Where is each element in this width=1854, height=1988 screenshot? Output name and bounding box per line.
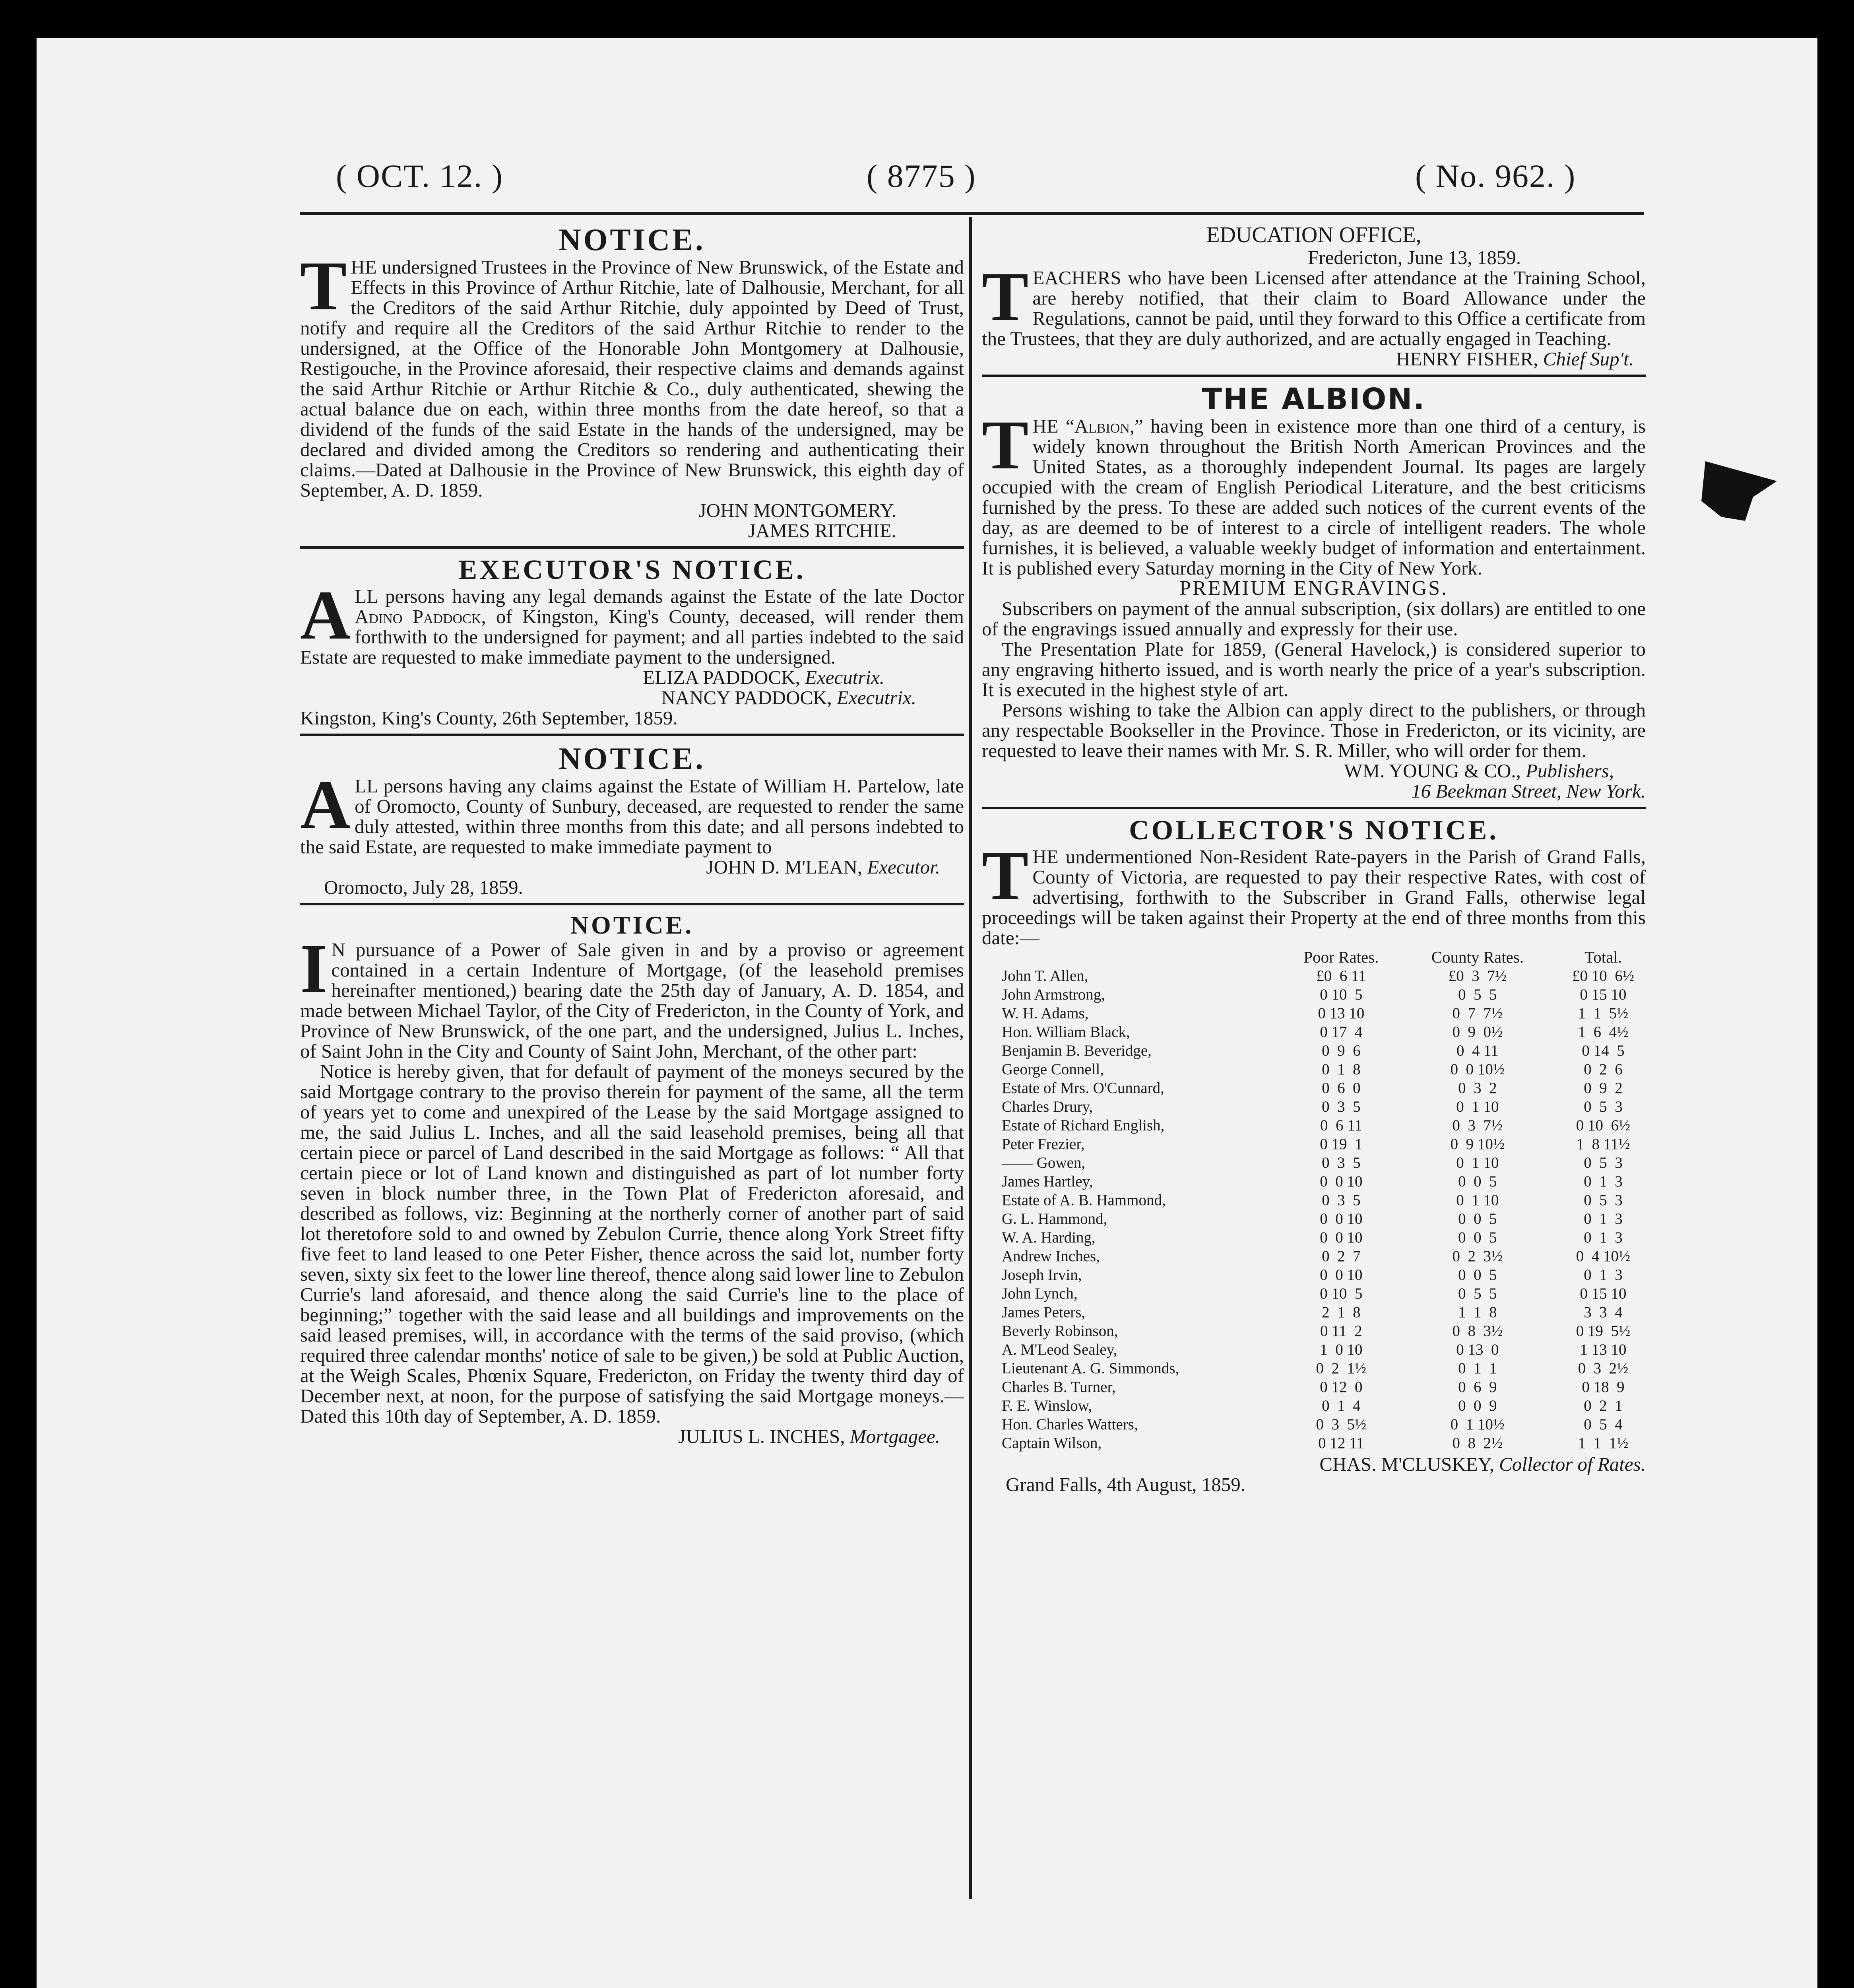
poor-rate: 0 1 8 [1322, 1061, 1361, 1078]
ratepayer-name: G. L. Hammond, [1002, 1210, 1107, 1227]
left-column [300, 223, 964, 1446]
mortgagee-role: Mortgagee. [849, 1425, 940, 1447]
mortgagee-name: JULIUS L. INCHES, [678, 1425, 845, 1447]
header-page-number: ( 8775 ) [867, 158, 976, 194]
mortgage-notice-para-1: N pursuance of a Power of Sale given in and by a proviso or agreement contained in a certain Indenture of Mortgage, (of the leasehold premises hereinafter mentioned,) bearing date the 25th day of January, A. D. 1854, and made between Michael Taylor, of the City of Fredericton, in the County of York, and Province of New Brunswick, of the one part, and the undersigned, Julius L. Inches, of Saint John in the City and County of Saint John, Merchant, of the other part: [300, 939, 964, 1062]
county-rate: 0 0 5 [1458, 1210, 1497, 1227]
rates-table-row [1002, 1172, 1654, 1191]
total-rate: 0 1 3 [1584, 1173, 1623, 1190]
poor-rate: 0 19 1 [1320, 1136, 1363, 1153]
county-rate: 0 2 3½ [1452, 1248, 1503, 1265]
section-rule [300, 903, 964, 905]
total-rate: 0 15 10 [1580, 1285, 1627, 1302]
rates-table-row [1002, 1135, 1654, 1153]
header-date: ( OCT. 12. ) [336, 158, 504, 194]
rates-table-row [1002, 1434, 1654, 1452]
poor-rate: 1 0 10 [1320, 1341, 1363, 1358]
county-rate: 0 1 10 [1456, 1192, 1499, 1209]
county-rate: 0 7 7½ [1452, 1005, 1503, 1022]
total-rate: 0 10 6½ [1576, 1117, 1631, 1134]
rates-table-row [1002, 1116, 1654, 1135]
total-rate: 0 1 3 [1584, 1210, 1623, 1227]
rates-table-row [1002, 1303, 1654, 1322]
partelow-notice [300, 742, 964, 897]
ratepayer-name: James Hartley, [1002, 1173, 1093, 1190]
trustees-signature-ritchie: JAMES RITCHIE. [748, 520, 896, 542]
poor-rate: 0 2 7 [1322, 1248, 1361, 1265]
header-issue-number: ( No. 962. ) [1415, 158, 1576, 194]
partelow-place-date: Oromocto, July 28, 1859. [324, 876, 523, 898]
ratepayer-name: Andrew Inches, [1002, 1248, 1100, 1265]
county-rate: 0 1 10 [1456, 1098, 1499, 1115]
rates-table-row [1002, 1228, 1654, 1247]
poor-rate: 0 0 10 [1320, 1173, 1363, 1190]
county-rate: 0 1 10 [1456, 1154, 1499, 1171]
ratepayer-name: Hon. William Black, [1002, 1023, 1130, 1041]
rates-col-name [1002, 948, 1280, 967]
poor-rate: 0 0 10 [1320, 1229, 1363, 1246]
rates-table-row [1002, 1060, 1654, 1079]
mortgage-notice [300, 911, 964, 1446]
ratepayer-name: John T. Allen, [1002, 967, 1088, 984]
albion-body: ,” having been in existence more than one third of a century, is widely known throughout the British North American Provinces and the United States, as a thoroughly independent Journal. Its pages are largely occupied with the cream of English Periodical Literature, and the best criticisms furnished by the press. To these are added such notices of the current events of the day, as are deemed to be of interest to a circle of intelligent readers. The whole furnishes, it is believed, a valuable weekly budget of information and entertainment. It is published every Saturday morning in the City of New York. [982, 415, 1646, 579]
rates-table-row [1002, 1097, 1654, 1116]
poor-rate: 0 12 0 [1320, 1378, 1363, 1396]
poor-rate: 0 3 5½ [1316, 1416, 1367, 1433]
section-rule [982, 375, 1646, 377]
rates-table-row [1002, 1023, 1654, 1041]
rates-table-row [1002, 1340, 1654, 1359]
ratepayer-name: F. E. Winslow, [1002, 1397, 1092, 1414]
section-rule [300, 546, 964, 549]
education-signer-name: HENRY FISHER, [1396, 348, 1538, 370]
rates-table-row [1002, 1359, 1654, 1378]
total-rate: 0 5 3 [1584, 1192, 1623, 1209]
total-rate: 0 2 6 [1584, 1061, 1623, 1078]
total-rate: 0 19 5½ [1576, 1322, 1631, 1340]
ratepayer-name: John Lynch, [1002, 1285, 1078, 1302]
county-rate: 0 5 5 [1458, 1285, 1497, 1302]
county-rate: 1 1 8 [1458, 1304, 1497, 1321]
poor-rate: 0 17 4 [1320, 1023, 1363, 1041]
education-notice [982, 223, 1646, 369]
margin-scan-mark [1697, 453, 1781, 525]
executors-notice-body-rest: , of Kingston, King's County, deceased, will render them forthwith to the undersigned for payment; and all parties indebted to the said Estate are requested to make immediate payment to the undersigned. [300, 606, 964, 668]
rates-table-row [1002, 1209, 1654, 1228]
albion-advertisement [982, 382, 1646, 801]
executors-place-date: Kingston, King's County, 26th September, 1859. [300, 707, 678, 729]
ratepayer-name: Estate of A. B. Hammond, [1002, 1192, 1166, 1209]
total-rate: 1 6 4½ [1578, 1023, 1629, 1041]
header-rule [300, 212, 1644, 215]
poor-rate: 0 9 6 [1322, 1042, 1361, 1059]
poor-rate: £0 6 11 [1316, 967, 1366, 984]
ratepayer-name: Charles Drury, [1002, 1098, 1093, 1115]
county-rate: 0 13 0 [1456, 1341, 1499, 1358]
executrix-eliza-name: ELIZA PADDOCK, [643, 666, 800, 688]
education-signer-role: Chief Sup't. [1543, 348, 1634, 370]
partelow-executor-role: Executor. [867, 856, 940, 878]
ratepayer-name: Peter Frezier, [1002, 1136, 1085, 1153]
poor-rate: 0 3 5 [1322, 1154, 1361, 1171]
poor-rate: 0 2 1½ [1316, 1360, 1367, 1377]
total-rate: 0 5 3 [1584, 1098, 1623, 1115]
trustees-notice-title: NOTICE. [559, 222, 706, 257]
total-rate: 0 2 1 [1584, 1397, 1623, 1414]
education-office-heading: EDUCATION OFFICE, [1206, 223, 1422, 247]
ratepayer-name: —— Gowen, [1002, 1154, 1086, 1171]
poor-rate: 0 0 10 [1320, 1266, 1363, 1283]
county-rate: 0 8 3½ [1452, 1322, 1503, 1340]
rates-col-poor: Poor Rates. [1303, 948, 1379, 966]
county-rate: 0 6 9 [1458, 1378, 1497, 1396]
trustees-signature-montgomery: JOHN MONTGOMERY. [698, 499, 896, 521]
poor-rate: 0 6 0 [1322, 1079, 1361, 1097]
section-rule [300, 734, 964, 736]
column-divider [969, 217, 972, 1899]
rates-table-row [1002, 1041, 1654, 1060]
executors-deceased-name: Adino Paddock [355, 606, 481, 627]
albion-para-ordering: Persons wishing to take the Albion can apply direct to the publishers, or through any respectable Bookseller in the Province. Those in Fredericton, or its vicinity, are requested to leave their names with Mr. S. R. Miller, who will order for them. [982, 699, 1646, 761]
rates-table-row [1002, 1322, 1654, 1340]
ratepayer-name: James Peters, [1002, 1304, 1086, 1321]
drop-cap: T [982, 258, 1029, 336]
collector-name: CHAS. M'CLUSKEY, [1319, 1453, 1494, 1475]
rates-table-row [1002, 1284, 1654, 1303]
premium-engravings-subhead: PREMIUM ENGRAVINGS. [1179, 577, 1448, 600]
albion-para-presentation-plate: The Presentation Plate for 1859, (General Havelock,) is considered superior to any engraving hitherto issued, and is worth nearly the price of a year's subscription. It is executed in the highest style of art. [982, 638, 1646, 701]
education-place-date: Fredericton, June 13, 1859. [1308, 247, 1521, 268]
rates-table-row [1002, 1191, 1654, 1209]
albion-publisher-role: Publishers, [1526, 760, 1614, 782]
rates-col-total: Total. [1584, 948, 1622, 966]
rates-table-header [1002, 948, 1654, 967]
drop-cap: T [300, 247, 347, 325]
drop-cap: T [982, 406, 1029, 484]
county-rate: 0 0 10½ [1450, 1061, 1505, 1078]
county-rate: 0 8 2½ [1452, 1435, 1503, 1452]
poor-rate: 0 13 10 [1318, 1005, 1365, 1022]
executors-notice [300, 554, 964, 728]
ratepayer-name: Estate of Richard English, [1002, 1117, 1165, 1134]
county-rate: 0 1 10½ [1450, 1416, 1505, 1433]
ratepayer-name: John Armstrong, [1002, 986, 1105, 1003]
education-notice-body: EACHERS who have been Licensed after attendance at the Training School, are hereby notified, that their claim to Board Allowance under the Regulations, cannot be paid, until they forward to this Office a certificate from the Trustees, that they are duly authorized, and are actually engaged in Teaching. [982, 267, 1646, 349]
total-rate: 0 4 10½ [1576, 1248, 1631, 1265]
ratepayer-name: A. M'Leod Sealey, [1002, 1341, 1117, 1358]
total-rate: 1 13 10 [1580, 1341, 1627, 1358]
rates-table-row [1002, 967, 1654, 985]
albion-lead: HE “ [1032, 415, 1074, 437]
poor-rate: 2 1 8 [1322, 1304, 1361, 1321]
total-rate: 0 14 5 [1582, 1042, 1625, 1059]
ratepayer-name: Captain Wilson, [1002, 1435, 1102, 1452]
total-rate: 0 18 9 [1582, 1378, 1625, 1396]
total-rate: 0 9 2 [1584, 1079, 1623, 1097]
executrix-eliza-role: Executrix. [805, 666, 884, 688]
poor-rate: 0 10 5 [1320, 1285, 1363, 1302]
partelow-executor-name: JOHN D. M'LEAN, [706, 856, 863, 878]
drop-cap: I [300, 930, 328, 1008]
drop-cap: A [300, 577, 351, 654]
ratepayer-name: Hon. Charles Watters, [1002, 1416, 1138, 1433]
ratepayer-name: Joseph Irvin, [1002, 1266, 1082, 1283]
county-rate: 0 0 5 [1458, 1266, 1497, 1283]
rates-col-county: County Rates. [1431, 948, 1524, 966]
ratepayer-name: George Connell, [1002, 1061, 1104, 1078]
executors-notice-title: EXECUTOR'S NOTICE. [458, 555, 806, 585]
ratepayer-name: Lieutenant A. G. Simmonds, [1002, 1360, 1179, 1377]
collectors-notice-title: COLLECTOR'S NOTICE. [1129, 815, 1499, 846]
total-rate: 0 5 4 [1584, 1416, 1623, 1433]
county-rate: 0 9 10½ [1450, 1136, 1505, 1153]
collector-place-date: Grand Falls, 4th August, 1859. [1006, 1474, 1245, 1495]
poor-rate: 0 6 11 [1320, 1117, 1362, 1134]
mortgage-notice-title: NOTICE. [570, 911, 694, 939]
total-rate: 0 5 3 [1584, 1154, 1623, 1171]
collector-role: Collector of Rates. [1499, 1453, 1646, 1475]
total-rate: 0 1 3 [1584, 1266, 1623, 1283]
ratepayer-name: W. A. Harding, [1002, 1229, 1096, 1246]
ratepayer-name: W. H. Adams, [1002, 1005, 1089, 1022]
trustees-notice-body: HE undersigned Trustees in the Province of New Brunswick, of the Estate and Effects in this Province of Arthur Ritchie, late of Dalhousie, Merchant, for all the Creditors of the said Arthur Ritchie, duly appointed by Deed of Trust, notify and require all the Creditors of the said Arthur Ritchie to render to the undersigned, at the Office of the Honorable John Montgomery at Dalhousie, Restigouche, in the Province aforesaid, their respective claims and demands against the said Arthur Ritchie or Arthur Ritchie & Co., duly authenticated, shewing the actual balance due on each, within three months from the date hereof, so that a dividend of the funds of the said Estate in the hands of the undersigned, may be declared and divided among the Creditors so rendering and authenticating their claims.—Dated at Dalhousie in the Province of New Brunswick, this eighth day of September, A. D. 1859. [300, 256, 964, 501]
executrix-nancy-role: Executrix. [837, 687, 916, 709]
section-rule [982, 807, 1646, 809]
total-rate: 0 15 10 [1580, 986, 1627, 1003]
rates-table-row [1002, 985, 1654, 1004]
county-rate: 0 3 2 [1458, 1079, 1497, 1097]
total-rate: 1 1 5½ [1578, 1005, 1629, 1022]
total-rate: 0 1 3 [1584, 1229, 1623, 1246]
county-rate: 0 9 0½ [1452, 1023, 1503, 1041]
poor-rate: 0 11 2 [1320, 1322, 1362, 1340]
total-rate: 1 1 1½ [1578, 1435, 1629, 1452]
rates-table-row [1002, 1004, 1654, 1023]
rates-table-row [1002, 1415, 1654, 1434]
right-column [982, 223, 1646, 1495]
county-rate: 0 3 7½ [1452, 1117, 1503, 1134]
rates-table-row [1002, 1153, 1654, 1172]
albion-publisher-name: WM. YOUNG & CO., [1344, 760, 1521, 782]
rates-table-row [1002, 1247, 1654, 1266]
ratepayer-name: Charles B. Turner, [1002, 1378, 1116, 1396]
county-rate: 0 5 5 [1458, 986, 1497, 1003]
executors-notice-body-start: LL persons having any legal demands against the Estate of the late Doctor [355, 585, 964, 607]
rates-table-body [1002, 967, 1654, 1452]
rates-table-row [1002, 1079, 1654, 1097]
county-rate: 0 4 11 [1456, 1042, 1499, 1059]
county-rate: £0 3 7½ [1448, 967, 1507, 984]
albion-address: 16 Beekman Street, New York. [1411, 780, 1646, 802]
poor-rate: 0 3 5 [1322, 1192, 1361, 1209]
rates-table-row [1002, 1378, 1654, 1396]
rates-table-row [1002, 1266, 1654, 1284]
county-rate: 0 1 1 [1458, 1360, 1497, 1377]
drop-cap: T [982, 837, 1029, 914]
executrix-nancy-name: NANCY PADDOCK, [661, 687, 832, 709]
ratepayer-name: Beverly Robinson, [1002, 1322, 1118, 1340]
county-rate: 0 0 9 [1458, 1397, 1497, 1414]
total-rate: 1 8 11½ [1576, 1136, 1630, 1153]
ratepayer-name: Estate of Mrs. O'Cunnard, [1002, 1079, 1164, 1097]
total-rate: £0 10 6½ [1572, 967, 1634, 984]
albion-para-subscription: Subscribers on payment of the annual subscription, (six dollars) are entitled to one of the engravings issued annually and expressly for their use. [982, 598, 1646, 640]
mortgage-notice-para-2: Notice is hereby given, that for default of payment of the moneys secured by the said Mortgage contrary to the proviso therein for payment of the same, all the term of years yet to come and unexpired of the Lease by the said Mortgage assigned to me, the said Julius L. Inches, and all the said leasehold premises, being all that certain piece or parcel of Land described in the said Mortgage as follows: “ All that certain piece or lot of Land known and distinguished as part of lot number forty seven in block number three, in the Town Plat of Fredericton aforesaid, and described as follows, viz: Beginning at the northerly corner of another part of said lot theretofore sold to and owned by Zebulon Currie, thence along York Street fifty five feet to land leased to one Peter Fisher, thence across the said lot, number forty seven, sixty six feet to the lower line thereof, thence along said lower line to Zebulon Currie's land aforesaid, and thence along the said Currie's line to the place of beginning;” together with the said lease and all buildings and improvements on the said leased premises, will, in accordance with the terms of the said proviso, (which required three calendar months' notice of sale to be given,) be sold at Public Auction, at the Weigh Scales, Phœnix Square, Fredericton, on Friday the twenty third day of December next, at noon, for the purpose of satisfying the said Mortgage moneys.—Dated this 10th day of September, A. D. 1859. [300, 1060, 964, 1427]
poor-rate: 0 3 5 [1322, 1098, 1361, 1115]
poor-rate: 0 12 11 [1318, 1435, 1364, 1452]
poor-rate: 0 0 10 [1320, 1210, 1363, 1227]
total-rate: 0 3 2½ [1578, 1360, 1629, 1377]
rates-table-row [1002, 1396, 1654, 1415]
collectors-notice [982, 815, 1646, 1495]
rates-table [1002, 948, 1654, 1452]
county-rate: 0 0 5 [1458, 1229, 1497, 1246]
county-rate: 0 0 5 [1458, 1173, 1497, 1190]
collectors-notice-body: HE undermentioned Non-Resident Rate-payers in the Parish of Grand Falls, County of Victoria, are requested to pay their respective Rates, with cost of advertising, forthwith to the Subscriber in Grand Falls, otherwise legal proceedings will be taken against their Property at the end of three months from this date:— [982, 846, 1646, 949]
poor-rate: 0 1 4 [1322, 1397, 1361, 1414]
drop-cap: A [300, 766, 351, 844]
ratepayer-name: Benjamin B. Beveridge, [1002, 1042, 1152, 1059]
poor-rate: 0 10 5 [1320, 986, 1363, 1003]
partelow-notice-body: LL persons having any claims against the Estate of William H. Partelow, late of Oromocto, County of Sunbury, deceased, are requested to render the same duly attested, within three months from this date; and all persons indebted to the said Estate, are requested to make immediate payment to [300, 775, 964, 858]
trustees-notice [300, 223, 964, 541]
albion-title: THE ALBION. [1202, 382, 1426, 416]
partelow-notice-title: NOTICE. [559, 741, 706, 776]
albion-name: Albion [1074, 415, 1130, 437]
total-rate: 3 3 4 [1584, 1304, 1623, 1321]
